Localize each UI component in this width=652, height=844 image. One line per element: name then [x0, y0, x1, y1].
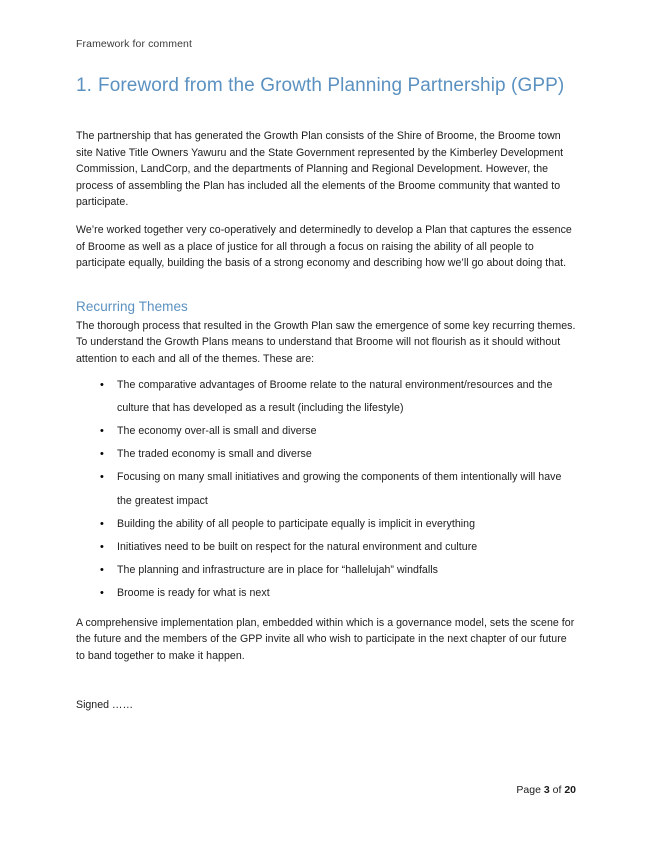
bullet-point-icon: •	[100, 517, 104, 530]
spacer	[76, 211, 578, 222]
list-item-label: Focusing on many small initiatives and growing the components of them intentionally will have the greatest impact	[117, 471, 562, 507]
list-item	[76, 536, 578, 559]
list-item	[76, 513, 578, 536]
section-number: 1.	[76, 75, 93, 96]
bullet-point-icon: •	[100, 564, 104, 577]
signature-line: Signed ……	[76, 699, 134, 712]
paragraph-recurring-themes-intro: The thorough process that resulted in the Growth Plan saw the emergence of some key recurring themes. To understand the Growth Plans means to understand that Broome will not flourish as it should without attention to each and all of the themes. These are:	[76, 319, 576, 365]
list-item	[76, 559, 578, 582]
bullet-point-icon: •	[100, 424, 104, 437]
list-item	[76, 466, 578, 512]
list-item-label: The economy over-all is small and diverse	[117, 424, 317, 437]
document-body	[76, 70, 578, 714]
list-item-label: Broome is ready for what is next	[117, 587, 270, 600]
recurring-themes-list	[76, 374, 578, 606]
section-heading	[76, 70, 578, 98]
list-item-label: Building the ability of all people to participate equally is implicit in everything	[117, 517, 476, 530]
section-title: Foreword from the Growth Planning Partnership (GPP)	[98, 75, 565, 96]
subsection-heading-recurring-themes: Recurring Themes	[76, 298, 188, 314]
footer-current-page: 3	[543, 784, 550, 796]
bullet-point-icon: •	[100, 448, 104, 461]
footer-middle: of	[549, 784, 565, 796]
paragraph-working-together: We’re worked together very co-operatively and determinedly to develop a Plan that captures the essence of Broome as well as a place of justice for all through a focus on raising the ability of all people to participate equally, building the basis of a strong economy and describing how we’ll go about doing that.	[76, 223, 572, 270]
spacer	[76, 606, 578, 615]
list-item	[76, 443, 578, 466]
spacer	[76, 98, 578, 128]
bullet-point-icon: •	[100, 471, 104, 484]
running-header: Framework for comment	[76, 38, 192, 50]
footer-total-pages: 20	[564, 784, 576, 796]
bullet-point-icon: •	[100, 540, 104, 553]
list-item	[76, 420, 578, 443]
paragraph-intro-partnership: The partnership that has generated the Growth Plan consists of the Shire of Broome, the Broome town site Native Title Owners Yawuru and the State Government represented by the Kimberley Development Commission, LandCorp, and the departments of Planning and Regional Development. However, the process of assembling the Plan has included all the elements of the Broome community that wanted to participate.	[76, 130, 564, 209]
list-item-label: The planning and infrastructure are in place for “hallelujah” windfalls	[117, 564, 438, 577]
list-item-label: The comparative advantages of Broome relate to the natural environment/resources and the culture that has developed as a result (including the lifestyle)	[117, 378, 553, 414]
spacer	[76, 664, 578, 697]
page-footer	[516, 783, 576, 797]
footer-prefix: Page	[516, 784, 544, 796]
list-item	[76, 582, 578, 605]
bullet-point-icon: •	[100, 378, 104, 391]
list-item	[76, 374, 578, 420]
list-item-label: The traded economy is small and diverse	[117, 448, 312, 461]
spacer	[76, 272, 578, 298]
list-item-label: Initiatives need to be built on respect for the natural environment and culture	[117, 540, 478, 553]
paragraph-closing: A comprehensive implementation plan, embedded within which is a governance model, sets the scene for the future and the members of the GPP invite all who wish to participate in the next chapter of our future to band together to make it happen.	[76, 616, 575, 662]
bullet-point-icon: •	[100, 587, 104, 600]
